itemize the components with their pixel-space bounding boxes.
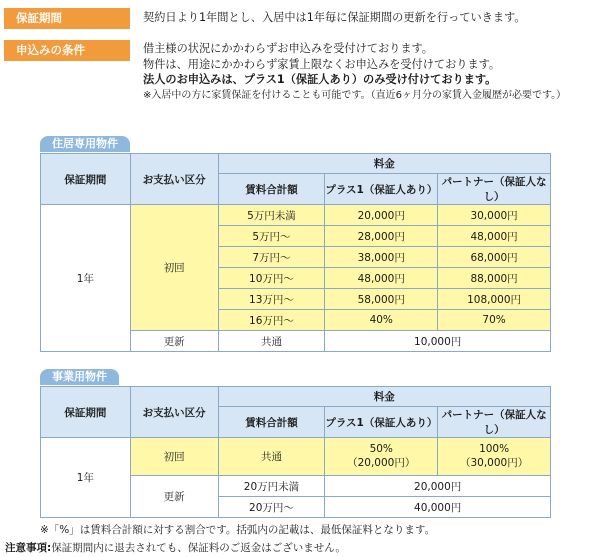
res-rent: 5万円未満	[218, 205, 325, 226]
application-line: 借主様の状況にかかわらずお申込みを受付けております。	[143, 42, 433, 55]
residential-table	[40, 153, 551, 352]
res-partner-fee: 70%	[438, 310, 551, 331]
res-plus1-fee: 48,000円	[325, 268, 438, 289]
res-initial-label: 初回	[130, 205, 218, 331]
bus-renewal-rent: 20万円未満	[218, 476, 325, 497]
application-line: 物件は、用途にかかわらず家賃上限なくお申込みを受付けております。	[143, 57, 501, 71]
guarantee-period-tag: 保証期間	[4, 8, 130, 29]
res-rent: 10万円～	[218, 268, 325, 289]
bus-renewal-fee: 20,000円	[325, 476, 551, 497]
bus-header-plus1: プラス1（保証人あり）	[325, 407, 438, 438]
res-rent: 7万円～	[218, 247, 325, 268]
res-rent: 13万円～	[218, 289, 325, 310]
bus-initial-plus1-rate: 50%	[369, 443, 393, 455]
percent-note: ※「%」は賃料合計額に対する割合です。括弧内の記載は、最低保証料となります。	[40, 524, 436, 536]
res-partner-fee: 88,000円	[438, 268, 551, 289]
bus-renewal-label: 更新	[130, 476, 218, 518]
res-header-payment: お支払い区分	[130, 154, 218, 205]
res-partner-fee: 68,000円	[438, 247, 551, 268]
res-header-rent-total: 賃料合計額	[218, 174, 325, 205]
bus-initial-partner-rate: 100%	[479, 443, 510, 455]
res-header-fee: 料金	[218, 154, 550, 174]
residential-tab: 住居専用物件	[40, 136, 130, 152]
res-header-partner: パートナー（保証人なし）	[438, 174, 551, 205]
bus-renewal-fee: 40,000円	[325, 497, 551, 518]
bus-initial-plus1	[325, 438, 438, 476]
business-table	[40, 386, 551, 518]
caution-label: 注意事項:	[5, 542, 52, 554]
bus-header-partner: パートナー（保証人なし）	[438, 407, 551, 438]
bus-renewal-rent: 20万円～	[218, 497, 325, 518]
bus-initial-partner-min: （30,000円）	[459, 457, 529, 469]
table-row	[41, 205, 551, 226]
bus-initial-plus1-min: （20,000円）	[347, 457, 416, 469]
res-rent: 5万円～	[218, 226, 325, 247]
res-header-period: 保証期間	[41, 154, 131, 205]
res-period-value: 1年	[41, 205, 131, 352]
bus-period-value: 1年	[41, 438, 131, 518]
application-note: ※入居中の方に家賃保証を付けることも可能です。（直近6ヶ月分の家賃入金履歴が必要です。）	[143, 89, 567, 101]
res-partner-fee: 30,000円	[438, 205, 551, 226]
business-tab: 事業用物件	[40, 369, 119, 385]
bus-initial-rent: 共通	[218, 438, 325, 476]
res-renewal-rent: 共通	[218, 331, 325, 352]
res-plus1-fee: 58,000円	[325, 289, 438, 310]
bus-initial-partner	[438, 438, 551, 476]
res-partner-fee: 108,000円	[438, 289, 551, 310]
bus-header-fee: 料金	[218, 387, 550, 407]
caution-text: 保証期間内に退去されても、保証料のご返金はございません。	[51, 542, 346, 554]
res-header-plus1: プラス1（保証人あり）	[325, 174, 438, 205]
table-row	[41, 438, 551, 476]
bus-header-rent-total: 賃料合計額	[218, 407, 325, 438]
res-renewal-label: 更新	[130, 331, 218, 352]
application-line-bold: 法人のお申込みは、プラス1（保証人あり）のみ受け付けております。	[143, 73, 497, 86]
res-renewal-fee: 10,000円	[325, 331, 551, 352]
bus-header-period: 保証期間	[41, 387, 131, 438]
guarantee-period-text: 契約日より1年間とし、入居中は1年毎に保証期間の更新を行っていきます。	[143, 11, 526, 24]
res-plus1-fee: 38,000円	[325, 247, 438, 268]
res-plus1-fee: 28,000円	[325, 226, 438, 247]
res-plus1-fee: 40%	[325, 310, 438, 331]
caution-note	[5, 540, 346, 555]
bus-header-payment: お支払い区分	[130, 387, 218, 438]
application-text	[143, 41, 566, 103]
res-rent: 16万円～	[218, 310, 325, 331]
res-plus1-fee: 20,000円	[325, 205, 438, 226]
res-partner-fee: 48,000円	[438, 226, 551, 247]
application-tag: 申込みの条件	[4, 40, 130, 61]
bus-initial-label: 初回	[130, 438, 218, 476]
